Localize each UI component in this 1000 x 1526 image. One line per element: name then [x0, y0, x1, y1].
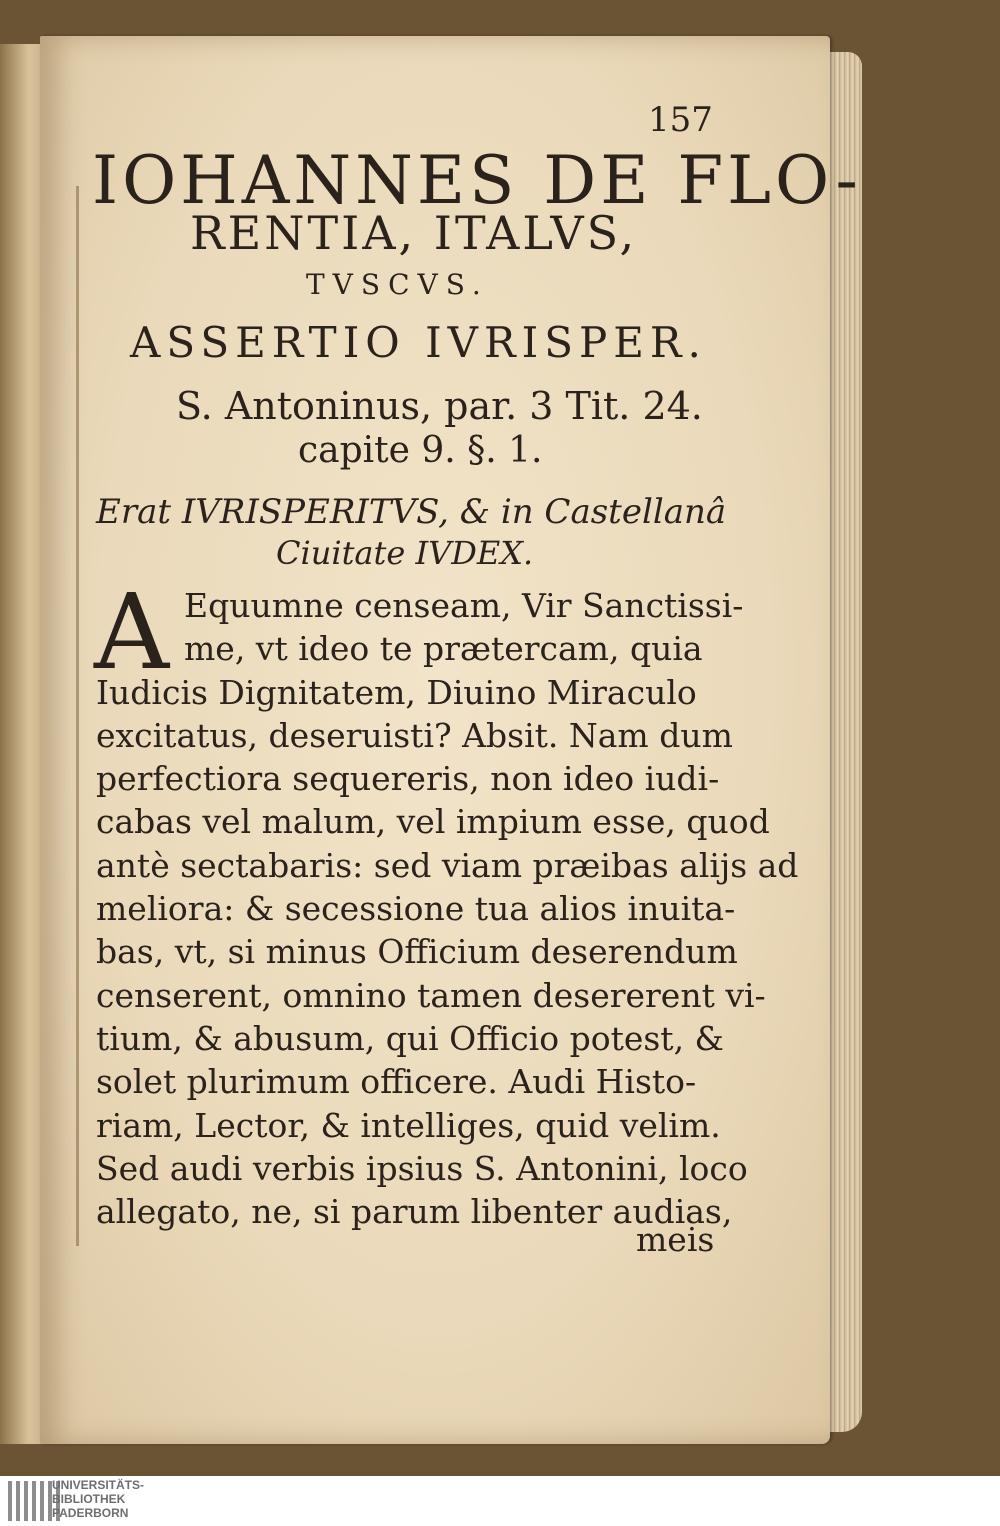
body-line: meliora: & secessione tua alios inuita- [96, 889, 736, 929]
body-line: tium, & abusum, qui Officio potest, & [96, 1018, 724, 1058]
logo-line: PADERBORN [52, 1506, 129, 1520]
source-reference-line-1: S. Antoninus, par. 3 Tit. 24. [176, 384, 703, 428]
library-logo-text [52, 1478, 144, 1520]
catchword: meis [636, 1220, 715, 1259]
body-line: perfectiora sequereris, non ideo iudi- [96, 759, 720, 799]
footer-band [0, 1476, 1000, 1526]
logo-line: UNIVERSITÄTS- [52, 1478, 145, 1492]
body-line: me, vt ideo te prætercam, quia [184, 629, 703, 669]
page-number: 157 [648, 100, 713, 140]
body-line: bas, vt, si minus Officium deserendum [96, 932, 738, 972]
body-line: Iudicis Dignitatem, Diuino Miraculo [96, 672, 697, 712]
gutter-stitching [76, 186, 79, 1246]
body-line: allegato, ne, si parum libenter audias, [96, 1192, 733, 1232]
title-line-2: RENTIA, ITALVS, [190, 206, 638, 260]
drop-cap: A [94, 571, 170, 693]
body-line: riam, Lector, & intelliges, quid velim. [96, 1105, 721, 1145]
body-line: censerent, omnino tamen desererent vi- [96, 975, 766, 1015]
body-line: Equumne censeam, Vir Sanctissi- [184, 586, 744, 625]
lemma-line-1: Erat IVRISPERITVS, & in Castellanâ [96, 492, 727, 532]
body-line: Sed audi verbis ipsius S. Antonini, loco [96, 1148, 748, 1188]
body-line: solet plurimum officere. Audi Histo- [96, 1062, 697, 1102]
title-line-1: IOHANNES DE FLO- [92, 142, 862, 219]
lemma-line-2: Ciuitate IVDEX. [276, 534, 534, 572]
body-line: excitatus, deseruisti? Absit. Nam dum [96, 715, 733, 755]
body-line: antè sectabaris: sed viam præibas alijs ad [96, 845, 799, 885]
body-text [96, 584, 799, 1233]
source-reference-line-2: capite 9. §. 1. [298, 430, 543, 471]
section-heading: ASSERTIO IVRISPER. [130, 318, 707, 367]
body-line: cabas vel malum, vel impium esse, quod [96, 802, 770, 842]
title-line-3: TVSCVS. [306, 268, 489, 301]
logo-line: BIBLIOTHEK [52, 1492, 126, 1506]
